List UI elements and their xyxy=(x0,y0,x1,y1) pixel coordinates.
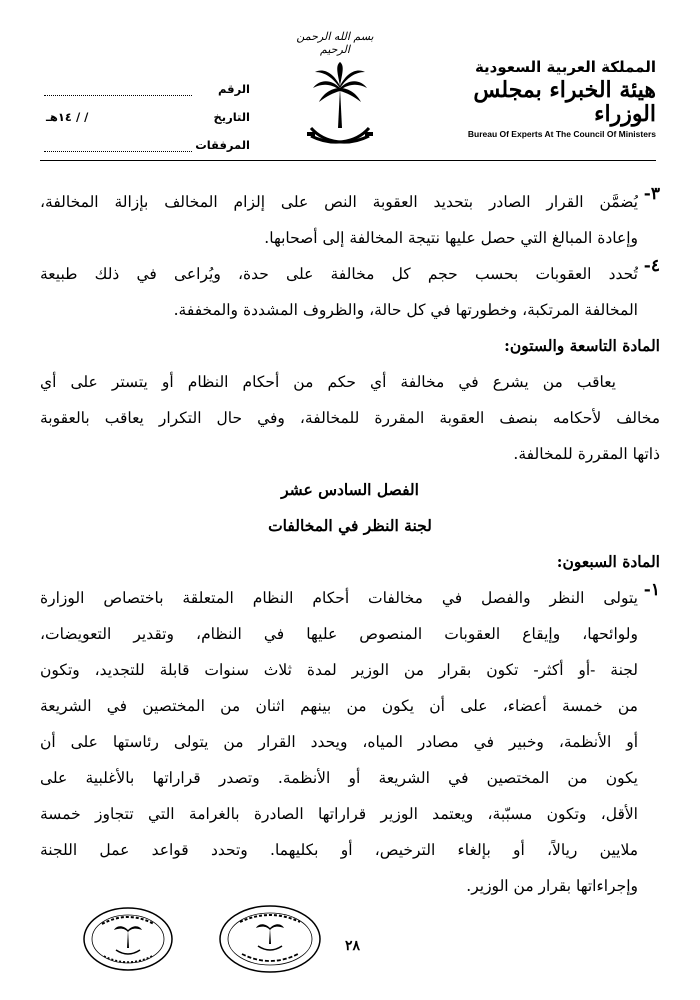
attachments-line xyxy=(44,139,192,152)
text-line: تُحدد العقوبات بحسب حجم كل مخالفة على حدة، ويُراعى في ذلك طبيعة xyxy=(40,265,638,283)
text-line: من خمسة أعضاء، على أن يكون من بينهم اثنان من المختصين في الشريعة xyxy=(40,697,638,715)
attachments-row xyxy=(40,124,250,152)
text-line: المخالفة المرتكبة، وخطورتها في كل حالة، والظروف المشددة والمخففة. xyxy=(173,301,638,319)
text-line: يكون من المختصين في الشريعة أو الأنظمة. وتصدر قراراتها بالأغلبية على xyxy=(40,769,638,787)
date-row xyxy=(40,96,250,124)
text-line: ذاتها المقررة للمخالفة. xyxy=(513,445,660,463)
clause-1 xyxy=(40,580,660,904)
chapter-title: الفصل السادس عشر xyxy=(281,480,419,499)
attachments-label: المرفقات xyxy=(195,138,250,152)
clause-number: ٤- xyxy=(643,256,660,276)
text-line: مخالف لأحكامه بنصف العقوبة المقررة للمخالفة، وفي حال التكرار يعاقب بالعقوبة xyxy=(40,409,660,427)
reference-number-row xyxy=(40,68,250,96)
text-line: وإجراءاتها بقرار من الوزير. xyxy=(466,877,638,895)
date-value: / / ١٤هـ xyxy=(46,110,89,124)
header-issuer-block xyxy=(456,58,656,139)
saudi-emblem-icon xyxy=(305,58,375,154)
bureau-name-arabic: هيئة الخبراء بمجلس الوزراء xyxy=(473,77,656,128)
article-70-title: المادة السبعون: xyxy=(556,552,660,571)
bureau-name-english: Bureau Of Experts At The Council Of Ministers xyxy=(467,129,656,140)
clause-number: ٣- xyxy=(643,184,660,204)
text-line: ولوائحها، وإيقاع العقوبات المنصوص عليها في النظام، وتقدير التعويضات، xyxy=(40,625,638,643)
text-line: الأقل، وتكون مسبّبة، ويعتمد الوزير قراراتها الصادرة بالغرامة التي تتجاوز خمسة xyxy=(40,805,638,823)
official-seal-stamp-icon xyxy=(82,906,174,972)
basmala-calligraphy: بسم الله الرحمن الرحيم xyxy=(296,30,374,56)
article-69-title: المادة التاسعة والستون: xyxy=(504,336,660,355)
text-line: يتولى النظر والفصل في مخالفات أحكام النظام المتعلقة باختصاص الوزارة xyxy=(40,589,638,607)
text-line: لجنة -أو أكثر- تكون بقرار من الوزير لمدة ثلاث سنوات قابلة للتجديد، وتكون xyxy=(40,661,638,679)
clause-3 xyxy=(40,184,660,256)
chapter-subtitle: لجنة النظر في المخالفات xyxy=(268,516,432,535)
date-label: التاريخ xyxy=(213,110,250,124)
page-number: ٢٨ xyxy=(345,938,361,954)
number-line xyxy=(44,83,192,96)
document-body xyxy=(40,184,660,904)
header-reference-block xyxy=(40,68,250,152)
text-line: يعاقب من يشرع في مخالفة أي حكم من أحكام النظام أو يتستر على أي xyxy=(40,373,616,391)
text-line: وإعادة المبالغ التي حصل عليها نتيجة المخالفة إلى أصحابها. xyxy=(264,229,638,247)
number-label: الرقم xyxy=(218,82,250,96)
text-line: ملايين ريالاً، أو بإلغاء الترخيص، أو بكليهما. وتحدد قواعد عمل اللجنة xyxy=(40,841,638,859)
clause-4 xyxy=(40,256,660,328)
kingdom-name: المملكة العربية السعودية xyxy=(474,58,656,76)
header-divider xyxy=(40,160,656,161)
clause-number: ١- xyxy=(643,580,660,600)
text-line: يُضمَّن القرار الصادر بتحديد العقوبة النص على إلزام المخالف بإزالة المخالفة، xyxy=(40,193,638,211)
text-line: أو الأنظمة، وخبير في مصادر المياه، ويحدد القرار من يتولى رئاستها على أن xyxy=(40,733,638,751)
official-seal-stamp-icon xyxy=(218,904,322,974)
